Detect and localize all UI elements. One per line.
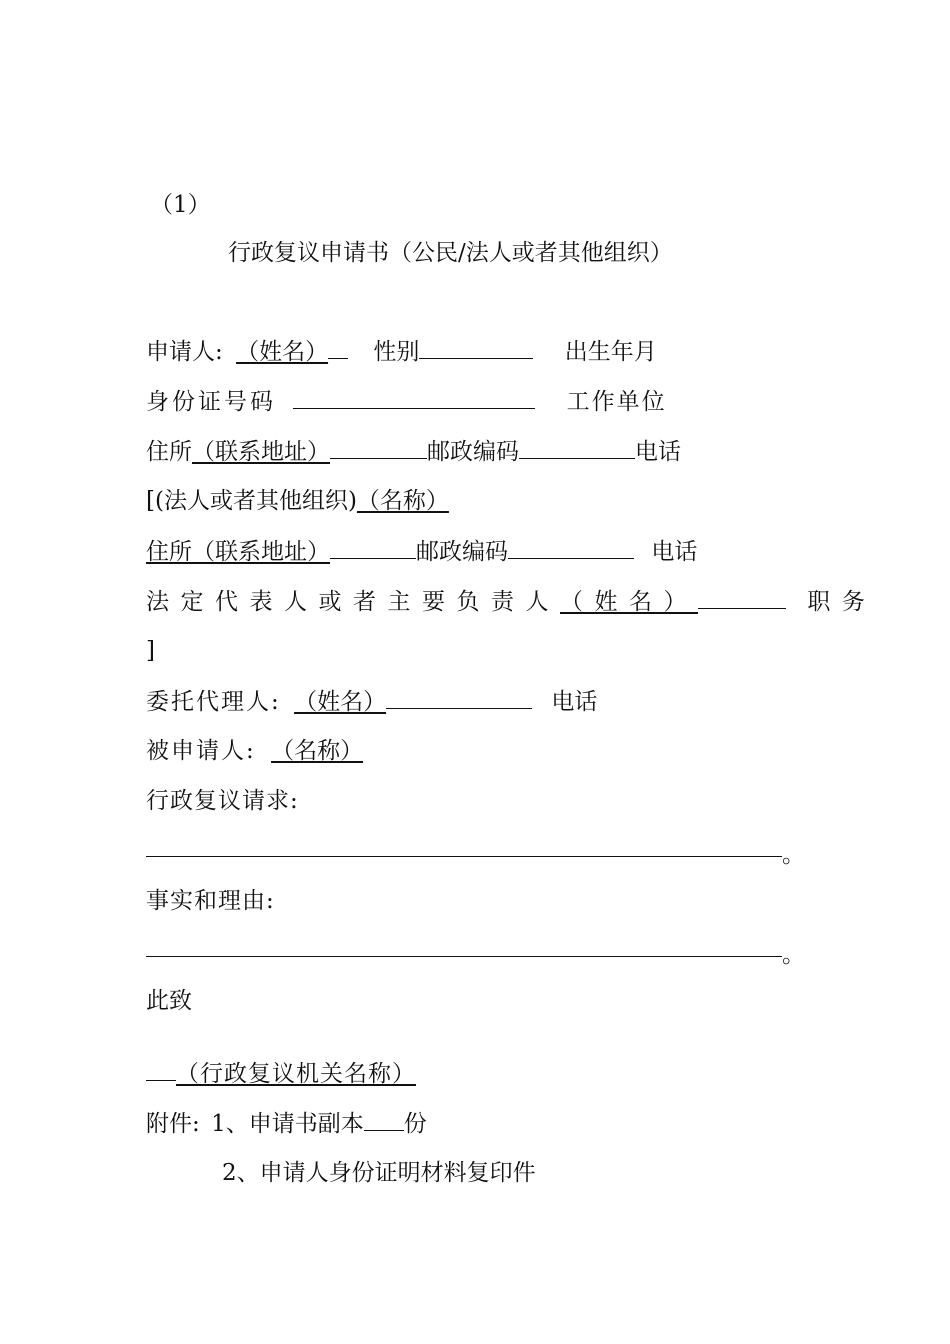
id-blank[interactable]: [293, 386, 535, 409]
closing-line: [146, 986, 192, 1016]
representative-line: [146, 586, 876, 616]
attachments-label: 附件:: [146, 1111, 200, 1137]
rep-name-field[interactable]: （姓名）: [560, 589, 698, 615]
org-bracket-close-line: [146, 636, 155, 666]
facts-blank-line[interactable]: [146, 956, 782, 957]
agent-name-field[interactable]: （姓名）: [294, 689, 387, 715]
org-phone-label: 电话: [651, 539, 698, 565]
authority-lead-blank[interactable]: [146, 1058, 176, 1081]
org-bracket-close: ]: [146, 638, 155, 664]
facts-period: 。: [782, 942, 805, 968]
copies-blank[interactable]: [364, 1108, 404, 1131]
org-address-field[interactable]: 住所（联系地址）: [146, 539, 330, 565]
respondent-line: [146, 736, 363, 766]
request-period: 。: [782, 842, 805, 868]
org-bracket-open: [(法人或者其他组织): [146, 488, 357, 514]
phone-label: 电话: [635, 439, 681, 465]
id-line: [146, 386, 667, 416]
form-number: （1）: [150, 192, 211, 218]
facts-label: 事实和理由:: [146, 888, 275, 914]
attachment-item-1: 1、申请书副本: [211, 1111, 364, 1137]
facts-line: [146, 886, 275, 916]
applicant-name-blank[interactable]: [328, 336, 348, 359]
attachment-item-2: 2、申请人身份证明材料复印件: [222, 1160, 536, 1186]
request-label: 行政复议请求:: [146, 788, 299, 814]
agent-line: [146, 686, 597, 716]
gender-blank[interactable]: [419, 336, 533, 359]
respondent-label: 被申请人:: [146, 738, 256, 764]
rep-name-blank[interactable]: [698, 586, 786, 609]
postcode-blank[interactable]: [519, 436, 635, 459]
gender-label: 性别: [373, 339, 420, 365]
applicant-name-field[interactable]: （姓名）: [236, 339, 329, 365]
position-label: 职务: [807, 589, 877, 615]
birth-label: 出生年月: [564, 339, 657, 365]
address-field[interactable]: （联系地址）: [192, 439, 330, 465]
agent-name-blank[interactable]: [386, 686, 532, 709]
authority-field[interactable]: （行政复议机关名称）: [176, 1061, 416, 1087]
applicant-line: [146, 336, 657, 366]
request-line: [146, 786, 299, 816]
address-blank[interactable]: [330, 436, 427, 459]
applicant-label: 申请人:: [146, 339, 223, 365]
work-label: 工作单位: [566, 389, 667, 415]
closing-text: 此致: [146, 988, 192, 1014]
address-line: [146, 436, 681, 466]
rep-label: 法定代表人或者主要负责人: [146, 589, 560, 615]
organization-line: [146, 486, 449, 516]
org-address-line: [146, 536, 697, 566]
authority-line: [146, 1058, 416, 1088]
agent-label: 委托代理人:: [146, 689, 281, 715]
agent-phone-label: 电话: [551, 689, 598, 715]
attachments-line: [146, 1108, 427, 1138]
respondent-name-field[interactable]: （名称）: [271, 738, 364, 764]
address-label: 住所: [146, 439, 192, 465]
id-label: 身份证号码: [146, 389, 276, 415]
org-address-blank[interactable]: [330, 536, 416, 559]
document-title: 行政复议申请书（公民/法人或者其他组织）: [228, 240, 673, 266]
request-blank-line[interactable]: [146, 856, 782, 857]
org-postcode-blank[interactable]: [508, 536, 634, 559]
org-name-field[interactable]: （名称）: [356, 488, 449, 514]
org-postcode-label: 邮政编码: [416, 539, 508, 565]
postcode-label: 邮政编码: [427, 439, 519, 465]
attachment-item-1-suffix: 份: [403, 1111, 427, 1137]
